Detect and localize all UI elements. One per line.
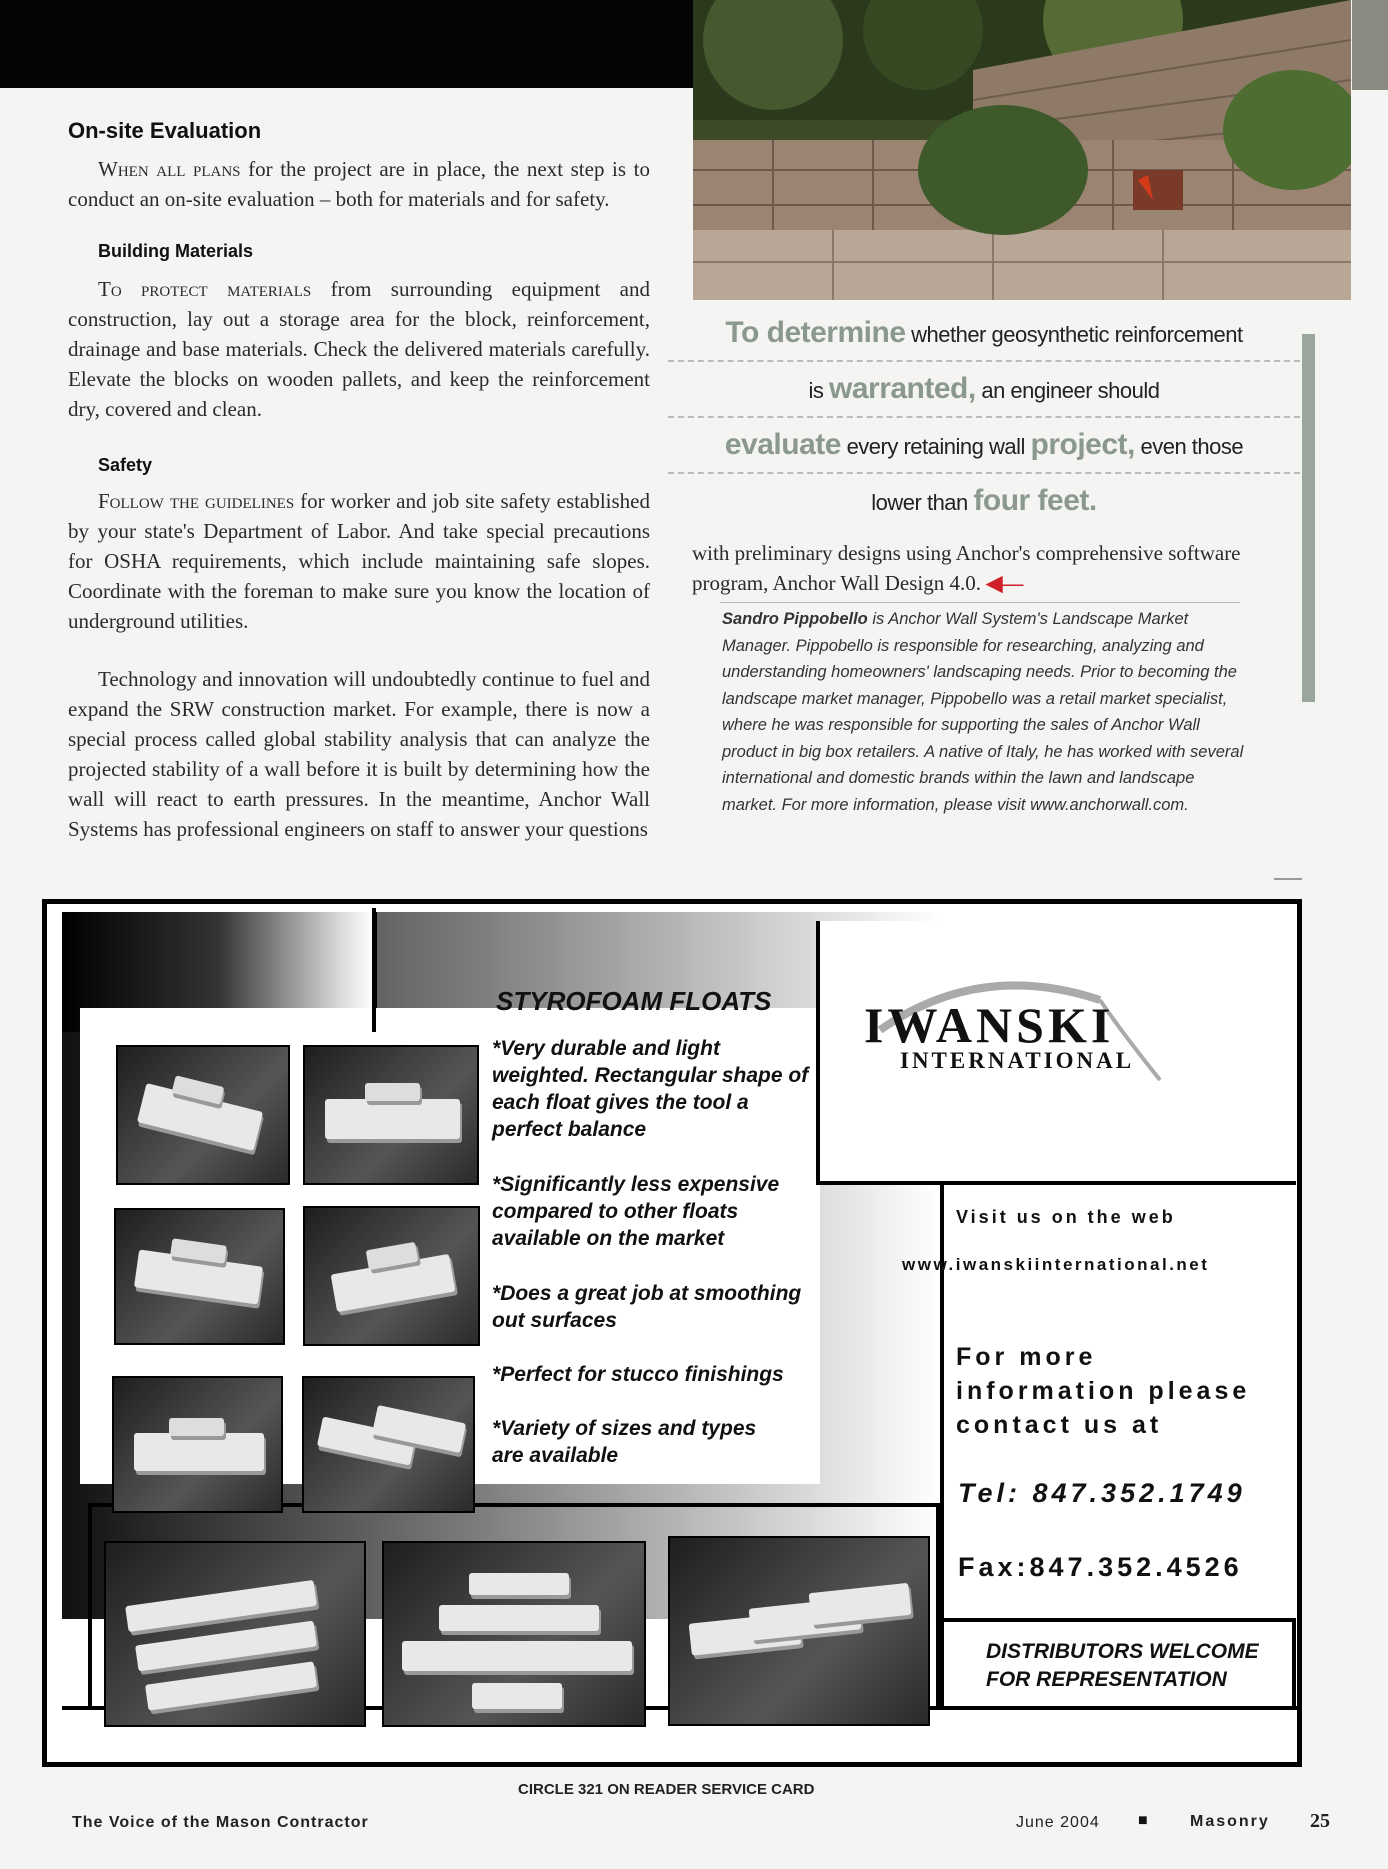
distributors-text: DISTRIBUTORS WELCOME FOR REPRESENTATION [986, 1640, 1259, 1691]
materials-text: from surrounding equipment and construction, lay out a storage area for the block, reinforcement, drainage and base materials. Check the delivered materials carefully. Elevate the blocks on wooden pallets, and keep the reinforcement dry, covered and clean. [68, 277, 650, 421]
ad-mid-vertical [936, 1503, 940, 1708]
author-bio [722, 606, 1252, 818]
intro-lead: When all plans [98, 157, 241, 181]
sidebar-accent-bar [1302, 334, 1315, 702]
subheading-building-materials: Building Materials [98, 241, 254, 261]
safety-lead: Follow the guidelines [98, 489, 295, 513]
materials-lead: To protect materials [98, 277, 312, 301]
pull-quote [668, 306, 1300, 528]
float-photo-4 [303, 1206, 480, 1346]
float-photo-5 [112, 1376, 283, 1513]
top-black-band [0, 0, 700, 88]
article-continuation: with preliminary designs using Anchor's comprehensive software program, Anchor Wall Design 4.0. ◀— [692, 541, 1241, 595]
footer-date: June 2004 [1016, 1814, 1100, 1831]
float-photo-2 [303, 1045, 479, 1185]
ad-fax: Fax:847.352.4526 [958, 1552, 1243, 1582]
intro-paragraph [68, 154, 650, 214]
pull-quote-line-4: lower than four feet. [871, 484, 1097, 517]
ad-website: www.iwanskiinternational.net [902, 1255, 1210, 1274]
sidebar-corner [1274, 878, 1302, 880]
materials-paragraph [68, 274, 650, 424]
pull-quote-line-1: To determine whether geosynthetic reinforcement [668, 306, 1300, 362]
float-photo-6 [302, 1376, 475, 1513]
visit-label: Visit us on the web [956, 1207, 1176, 1227]
footer-tagline: The Voice of the Mason Contractor [72, 1814, 369, 1831]
article-column [68, 116, 650, 844]
float-photo-9 [668, 1536, 930, 1726]
pull-quote-line-2: is warranted, an engineer should [668, 362, 1300, 418]
float-photo-8 [382, 1541, 646, 1727]
ad-left-rule [88, 1503, 92, 1708]
ad-bullet-3: *Does a great job at smoothing out surfaces [492, 1282, 802, 1332]
logo-subtitle: INTERNATIONAL [900, 1048, 1135, 1073]
float-photo-3 [114, 1208, 285, 1345]
safety-text: for worker and job site safety established by your state's Department of Labor. And take special precautions for OSHA requirements, which include maintaining safe slopes. Coordinate with the foreman to make sure you know the location of underground utilities. [68, 489, 650, 633]
ad-bullet-5: *Variety of sizes and types are available [492, 1417, 757, 1467]
end-arrow-icon: ◀— [986, 571, 1024, 595]
ad-telephone: Tel: 847.352.1749 [958, 1478, 1246, 1508]
ad-bullet-4: *Perfect for stucco finishings [492, 1363, 784, 1386]
ad-bullet-2: *Significantly less expensive compared to other floats available on the market [492, 1173, 780, 1250]
safety-paragraph [68, 486, 650, 636]
bio-divider [720, 602, 1240, 603]
retaining-wall-photo [693, 0, 1351, 300]
footer-separator-icon: ■ [1138, 1812, 1148, 1829]
logo-wordmark: IWANSKI [864, 997, 1115, 1053]
subheading-safety: Safety [98, 455, 153, 475]
bio-text: is Anchor Wall System's Landscape Market Manager. Pippobello is responsible for researching, analyzing and understanding homeowners' landscaping needs. Prior to becoming the landscape market manager, Pippobello was a retail market specialist, where he was responsible for supporting the sales of Anchor Wall product in big box retailers. A native of Italy, he has worked with several international and domestic brands within the lawn and landscape market. For more information, please visit www.anchorwall.com. [722, 610, 1244, 814]
page-number: 25 [1310, 1810, 1330, 1832]
float-photo-1 [116, 1045, 290, 1185]
reader-service-card: CIRCLE 321 ON READER SERVICE CARD [518, 1781, 815, 1798]
intro-text: for the project are in place, the next step is to conduct an on-site evaluation – both for materials and for safety. [68, 157, 650, 211]
more-info-text: For more information please contact us at [956, 1343, 1251, 1439]
float-photo-7 [104, 1541, 366, 1727]
ad-title: STYROFOAM FLOATS [496, 986, 772, 1016]
technology-paragraph: Technology and innovation will undoubtedly continue to fuel and expand the SRW construction market. For example, there is now a special process called global stability analysis that can analyze the projected stability of a wall before it is built by determining how the wall will react to earth pressures. In the meantime, Anchor Wall Systems has professional engineers on staff to answer your questions [68, 667, 650, 841]
ad-topband-divider [372, 908, 376, 1032]
pull-quote-line-3: evaluate every retaining wall project, even those [668, 418, 1300, 474]
page-edge-strip [1352, 0, 1388, 90]
ad-bullet-1: *Very durable and light weighted. Rectangular shape of each float gives the tool a perfect balance [492, 1037, 809, 1141]
footer-magazine: Masonry [1190, 1813, 1270, 1830]
iwanski-logo [860, 970, 1260, 1090]
author-name: Sandro Pippobello [722, 610, 868, 628]
section-heading: On-site Evaluation [68, 118, 262, 143]
ad-logo-divider [816, 921, 820, 1185]
